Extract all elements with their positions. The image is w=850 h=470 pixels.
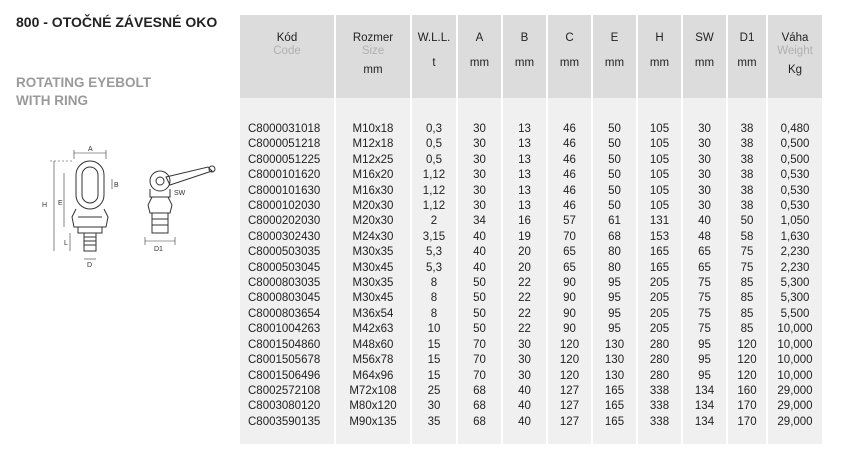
cell-b: 13 xyxy=(503,168,548,183)
cell-b: 20 xyxy=(503,261,548,276)
cell-code: C8001504860 xyxy=(240,338,336,353)
cell-size: M80x120 xyxy=(336,399,412,414)
cell-h: 165 xyxy=(638,245,683,260)
cell-e: 130 xyxy=(593,353,638,368)
cell-size: M56x78 xyxy=(336,353,412,368)
cell-size: M30x45 xyxy=(336,261,412,276)
cell-code: C8000031018 xyxy=(240,122,336,137)
dim-label-d1: D1 xyxy=(154,246,163,253)
cell-size: M10x18 xyxy=(336,122,412,137)
cell-c: 120 xyxy=(548,369,593,384)
cell-size: M24x30 xyxy=(336,230,412,245)
cell-d1: 170 xyxy=(728,399,768,414)
cell-c: 90 xyxy=(548,276,593,291)
cell-c: 120 xyxy=(548,353,593,368)
cell-size: M20x30 xyxy=(336,199,412,214)
cell-e: 50 xyxy=(593,199,638,214)
cell-wll: 0,5 xyxy=(412,137,458,152)
cell-e: 50 xyxy=(593,137,638,152)
cell-code: C8001505678 xyxy=(240,353,336,368)
cell-a: 70 xyxy=(458,369,503,384)
cell-b: 20 xyxy=(503,245,548,260)
cell-a: 68 xyxy=(458,384,503,399)
cell-code: C8000101630 xyxy=(240,184,336,199)
cell-e: 95 xyxy=(593,322,638,337)
dim-label-a: A xyxy=(88,146,93,153)
cell-code: C8000803654 xyxy=(240,307,336,322)
cell-c: 65 xyxy=(548,261,593,276)
cell-c: 90 xyxy=(548,291,593,306)
table-row xyxy=(240,122,822,137)
cell-c: 46 xyxy=(548,199,593,214)
cell-weight: 0,500 xyxy=(768,153,822,168)
table-row xyxy=(240,168,822,183)
cell-weight: 5,500 xyxy=(768,307,822,322)
table-row xyxy=(240,199,822,214)
cell-d1: 85 xyxy=(728,276,768,291)
cell-weight: 2,230 xyxy=(768,261,822,276)
cell-size: M30x35 xyxy=(336,245,412,260)
cell-a: 40 xyxy=(458,261,503,276)
cell-h: 105 xyxy=(638,137,683,152)
cell-b: 30 xyxy=(503,369,548,384)
col-header-a: A mm xyxy=(458,15,503,98)
table-row xyxy=(240,291,822,306)
cell-d1: 85 xyxy=(728,291,768,306)
cell-c: 46 xyxy=(548,153,593,168)
cell-size: M48x60 xyxy=(336,338,412,353)
table-row xyxy=(240,245,822,260)
cell-code: C8000051218 xyxy=(240,137,336,152)
cell-e: 61 xyxy=(593,214,638,229)
cell-e: 165 xyxy=(593,384,638,399)
cell-sw: 48 xyxy=(683,230,728,245)
cell-e: 50 xyxy=(593,168,638,183)
cell-d1: 38 xyxy=(728,137,768,152)
table-row xyxy=(240,184,822,199)
table-row xyxy=(240,307,822,322)
cell-b: 22 xyxy=(503,322,548,337)
cell-d1: 85 xyxy=(728,307,768,322)
cell-d1: 85 xyxy=(728,322,768,337)
cell-b: 22 xyxy=(503,307,548,322)
cell-wll: 8 xyxy=(412,276,458,291)
cell-c: 127 xyxy=(548,415,593,430)
cell-e: 50 xyxy=(593,122,638,137)
cell-c: 46 xyxy=(548,184,593,199)
dim-label-d: D xyxy=(87,262,93,269)
cell-size: M30x45 xyxy=(336,291,412,306)
cell-weight: 10,000 xyxy=(768,338,822,353)
cell-h: 280 xyxy=(638,369,683,384)
cell-code: C8000503035 xyxy=(240,245,336,260)
col-header-weight: Váha Weight Kg xyxy=(768,15,822,98)
cell-a: 30 xyxy=(458,153,503,168)
cell-h: 205 xyxy=(638,322,683,337)
cell-a: 50 xyxy=(458,291,503,306)
cell-weight: 5,300 xyxy=(768,276,822,291)
cell-e: 95 xyxy=(593,276,638,291)
dim-label-e: E xyxy=(58,200,63,207)
cell-a: 70 xyxy=(458,353,503,368)
cell-c: 46 xyxy=(548,168,593,183)
cell-sw: 30 xyxy=(683,122,728,137)
cell-weight: 5,300 xyxy=(768,291,822,306)
cell-d1: 75 xyxy=(728,261,768,276)
cell-weight: 29,000 xyxy=(768,415,822,430)
cell-code: C8000803035 xyxy=(240,276,336,291)
cell-h: 165 xyxy=(638,261,683,276)
cell-e: 80 xyxy=(593,261,638,276)
cell-d1: 75 xyxy=(728,245,768,260)
cell-wll: 10 xyxy=(412,322,458,337)
cell-b: 22 xyxy=(503,291,548,306)
cell-h: 105 xyxy=(638,168,683,183)
cell-b: 40 xyxy=(503,415,548,430)
table-row xyxy=(240,261,822,276)
cell-size: M72x108 xyxy=(336,384,412,399)
cell-wll: 5,3 xyxy=(412,261,458,276)
eyebolt-technical-drawing xyxy=(40,145,230,270)
cell-sw: 65 xyxy=(683,261,728,276)
cell-a: 30 xyxy=(458,199,503,214)
cell-sw: 30 xyxy=(683,153,728,168)
cell-b: 13 xyxy=(503,122,548,137)
cell-d1: 38 xyxy=(728,122,768,137)
col-header-c: C mm xyxy=(548,15,593,98)
cell-sw: 65 xyxy=(683,245,728,260)
cell-code: C8000803045 xyxy=(240,291,336,306)
cell-c: 46 xyxy=(548,137,593,152)
table-row xyxy=(240,230,822,245)
cell-d1: 50 xyxy=(728,214,768,229)
cell-weight: 0,480 xyxy=(768,122,822,137)
cell-h: 205 xyxy=(638,307,683,322)
specification-table xyxy=(240,15,822,444)
cell-b: 13 xyxy=(503,153,548,168)
cell-h: 153 xyxy=(638,230,683,245)
subtitle-line-2: WITH RING xyxy=(16,93,88,108)
cell-c: 120 xyxy=(548,338,593,353)
cell-a: 40 xyxy=(458,245,503,260)
cell-wll: 2 xyxy=(412,214,458,229)
cell-wll: 25 xyxy=(412,384,458,399)
cell-weight: 1,630 xyxy=(768,230,822,245)
table-row xyxy=(240,399,822,414)
cell-b: 30 xyxy=(503,338,548,353)
cell-h: 131 xyxy=(638,214,683,229)
cell-a: 70 xyxy=(458,338,503,353)
cell-size: M12x18 xyxy=(336,137,412,152)
cell-h: 105 xyxy=(638,199,683,214)
table-row xyxy=(240,415,822,430)
cell-size: M42x63 xyxy=(336,322,412,337)
cell-sw: 30 xyxy=(683,199,728,214)
cell-d1: 38 xyxy=(728,168,768,183)
page-title: 800 - OTOČNÉ ZÁVESNÉ OKO xyxy=(16,14,218,30)
cell-size: M36x54 xyxy=(336,307,412,322)
cell-a: 40 xyxy=(458,230,503,245)
cell-h: 338 xyxy=(638,415,683,430)
cell-weight: 10,000 xyxy=(768,322,822,337)
cell-code: C8000101620 xyxy=(240,168,336,183)
table-row xyxy=(240,338,822,353)
table-row xyxy=(240,153,822,168)
cell-a: 30 xyxy=(458,168,503,183)
cell-b: 30 xyxy=(503,353,548,368)
cell-size: M16x20 xyxy=(336,168,412,183)
cell-c: 90 xyxy=(548,307,593,322)
dim-label-sw: SW xyxy=(174,190,186,197)
cell-d1: 120 xyxy=(728,353,768,368)
cell-weight: 2,230 xyxy=(768,245,822,260)
cell-h: 338 xyxy=(638,399,683,414)
cell-e: 95 xyxy=(593,307,638,322)
cell-sw: 95 xyxy=(683,338,728,353)
col-header-e: E mm xyxy=(593,15,638,98)
col-header-wll: W.L.L. t xyxy=(412,15,458,98)
cell-sw: 40 xyxy=(683,214,728,229)
dim-label-l: L xyxy=(64,240,68,247)
cell-e: 68 xyxy=(593,230,638,245)
cell-e: 130 xyxy=(593,338,638,353)
cell-size: M12x25 xyxy=(336,153,412,168)
cell-size: M20x30 xyxy=(336,214,412,229)
cell-sw: 30 xyxy=(683,184,728,199)
cell-weight: 29,000 xyxy=(768,399,822,414)
cell-wll: 1,12 xyxy=(412,184,458,199)
cell-sw: 75 xyxy=(683,322,728,337)
cell-weight: 10,000 xyxy=(768,353,822,368)
cell-e: 165 xyxy=(593,415,638,430)
subtitle-line-1: ROTATING EYEBOLT xyxy=(16,75,151,90)
cell-sw: 75 xyxy=(683,291,728,306)
cell-h: 105 xyxy=(638,122,683,137)
cell-c: 90 xyxy=(548,322,593,337)
col-header-d1: D1 mm xyxy=(728,15,768,98)
cell-weight: 0,530 xyxy=(768,184,822,199)
cell-d1: 58 xyxy=(728,230,768,245)
cell-h: 205 xyxy=(638,276,683,291)
cell-code: C8000503045 xyxy=(240,261,336,276)
cell-e: 130 xyxy=(593,369,638,384)
table-row xyxy=(240,369,822,384)
cell-wll: 8 xyxy=(412,307,458,322)
cell-d1: 38 xyxy=(728,153,768,168)
dim-label-h: H xyxy=(42,202,48,209)
table-spacer-row xyxy=(240,98,822,122)
page-subtitle xyxy=(16,74,216,110)
cell-h: 280 xyxy=(638,338,683,353)
table-header-row xyxy=(240,15,822,98)
cell-b: 40 xyxy=(503,399,548,414)
cell-e: 165 xyxy=(593,399,638,414)
col-header-code: Kód Code xyxy=(240,15,336,98)
cell-c: 70 xyxy=(548,230,593,245)
cell-sw: 30 xyxy=(683,168,728,183)
cell-sw: 134 xyxy=(683,415,728,430)
cell-code: C8000051225 xyxy=(240,153,336,168)
cell-size: M64x96 xyxy=(336,369,412,384)
cell-code: C8000102030 xyxy=(240,199,336,214)
cell-sw: 75 xyxy=(683,307,728,322)
cell-sw: 95 xyxy=(683,369,728,384)
cell-d1: 120 xyxy=(728,338,768,353)
col-header-b: B mm xyxy=(503,15,548,98)
cell-h: 280 xyxy=(638,353,683,368)
table-row xyxy=(240,353,822,368)
cell-e: 50 xyxy=(593,153,638,168)
cell-d1: 160 xyxy=(728,384,768,399)
cell-code: C8003590135 xyxy=(240,415,336,430)
cell-a: 30 xyxy=(458,137,503,152)
cell-d1: 120 xyxy=(728,369,768,384)
cell-sw: 30 xyxy=(683,137,728,152)
cell-weight: 0,530 xyxy=(768,168,822,183)
cell-a: 50 xyxy=(458,276,503,291)
col-header-h: H mm xyxy=(638,15,683,98)
cell-code: C8001004263 xyxy=(240,322,336,337)
cell-sw: 134 xyxy=(683,399,728,414)
cell-a: 50 xyxy=(458,307,503,322)
cell-c: 127 xyxy=(548,384,593,399)
cell-a: 30 xyxy=(458,122,503,137)
cell-weight: 0,500 xyxy=(768,137,822,152)
cell-b: 13 xyxy=(503,137,548,152)
cell-wll: 15 xyxy=(412,338,458,353)
col-header-size: Rozmer Size mm xyxy=(336,15,412,98)
cell-code: C8002572108 xyxy=(240,384,336,399)
cell-e: 80 xyxy=(593,245,638,260)
cell-b: 13 xyxy=(503,184,548,199)
cell-weight: 10,000 xyxy=(768,369,822,384)
cell-wll: 5,3 xyxy=(412,245,458,260)
cell-wll: 1,12 xyxy=(412,168,458,183)
cell-size: M16x30 xyxy=(336,184,412,199)
cell-weight: 29,000 xyxy=(768,384,822,399)
cell-d1: 38 xyxy=(728,199,768,214)
cell-c: 46 xyxy=(548,122,593,137)
cell-size: M90x135 xyxy=(336,415,412,430)
table-row xyxy=(240,276,822,291)
cell-wll: 0,3 xyxy=(412,122,458,137)
table-end-row xyxy=(240,430,822,444)
cell-d1: 38 xyxy=(728,184,768,199)
cell-e: 95 xyxy=(593,291,638,306)
cell-wll: 15 xyxy=(412,353,458,368)
cell-wll: 1,12 xyxy=(412,199,458,214)
cell-code: C8001506496 xyxy=(240,369,336,384)
cell-code: C8000302430 xyxy=(240,230,336,245)
cell-h: 338 xyxy=(638,384,683,399)
cell-h: 105 xyxy=(638,153,683,168)
cell-d1: 170 xyxy=(728,415,768,430)
table-row xyxy=(240,137,822,152)
cell-weight: 1,050 xyxy=(768,214,822,229)
cell-e: 50 xyxy=(593,184,638,199)
cell-b: 16 xyxy=(503,214,548,229)
dim-label-b: B xyxy=(114,182,119,189)
table-row xyxy=(240,214,822,229)
cell-wll: 0,5 xyxy=(412,153,458,168)
cell-h: 105 xyxy=(638,184,683,199)
cell-wll: 30 xyxy=(412,399,458,414)
table-row xyxy=(240,384,822,399)
cell-wll: 35 xyxy=(412,415,458,430)
cell-a: 68 xyxy=(458,399,503,414)
cell-sw: 134 xyxy=(683,384,728,399)
cell-wll: 15 xyxy=(412,369,458,384)
cell-c: 127 xyxy=(548,399,593,414)
cell-code: C8000202030 xyxy=(240,214,336,229)
table-row xyxy=(240,322,822,337)
cell-weight: 0,530 xyxy=(768,199,822,214)
cell-h: 205 xyxy=(638,291,683,306)
cell-b: 13 xyxy=(503,199,548,214)
cell-a: 30 xyxy=(458,184,503,199)
cell-a: 50 xyxy=(458,322,503,337)
col-header-sw: SW mm xyxy=(683,15,728,98)
cell-wll: 3,15 xyxy=(412,230,458,245)
cell-wll: 8 xyxy=(412,291,458,306)
cell-b: 19 xyxy=(503,230,548,245)
cell-c: 65 xyxy=(548,245,593,260)
cell-a: 68 xyxy=(458,415,503,430)
cell-code: C8003080120 xyxy=(240,399,336,414)
cell-size: M30x35 xyxy=(336,276,412,291)
cell-a: 34 xyxy=(458,214,503,229)
cell-c: 57 xyxy=(548,214,593,229)
cell-sw: 95 xyxy=(683,353,728,368)
cell-b: 22 xyxy=(503,276,548,291)
cell-b: 40 xyxy=(503,384,548,399)
cell-sw: 75 xyxy=(683,276,728,291)
